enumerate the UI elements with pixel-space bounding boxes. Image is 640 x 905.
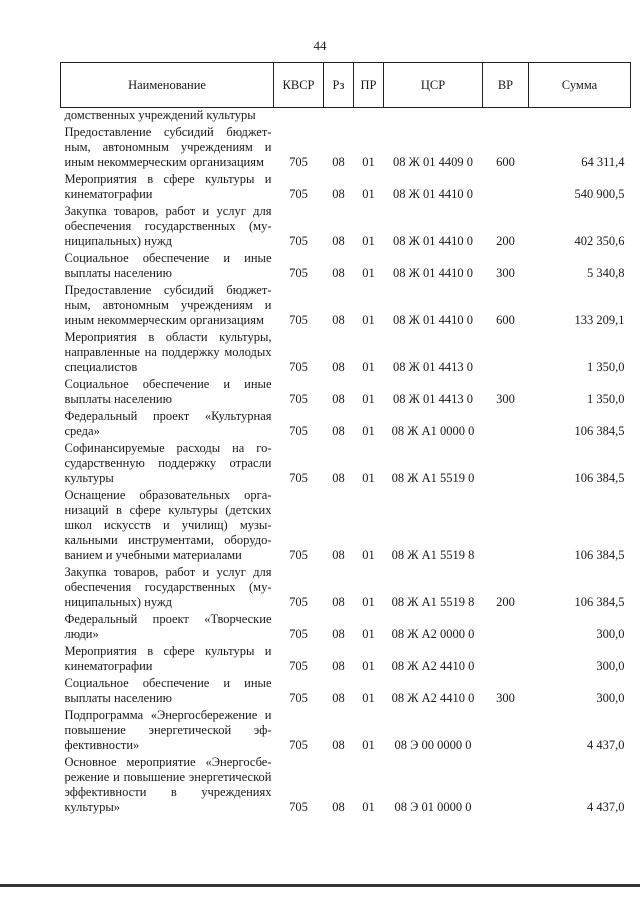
cell-kvsr: 705: [289, 800, 308, 814]
cell-kvsr: 705: [289, 392, 308, 406]
cell-sum: 5 340,8: [587, 266, 625, 280]
cell-pr: 01: [362, 548, 375, 562]
cell-sum: 1 350,0: [587, 392, 625, 406]
cell-name: Мероприятия в области культуры, направленные на поддержку молодых специалистов: [64, 330, 272, 374]
bottom-scan-edge: [0, 884, 640, 887]
cell-vr: 300: [496, 392, 515, 406]
table-row: [61, 706, 631, 753]
cell-rz: 08: [332, 800, 345, 814]
cell-kvsr: 705: [289, 659, 308, 673]
header-kvsr: КВСР: [274, 63, 324, 108]
cell-sum: 300,0: [596, 627, 625, 641]
cell-vr: [483, 486, 529, 563]
table-row: [61, 108, 631, 124]
cell-vr: [483, 753, 529, 815]
cell-sum: 4 437,0: [587, 800, 625, 814]
cell-rz: 08: [332, 738, 345, 752]
cell-sum: 106 384,5: [574, 595, 625, 609]
cell-pr: 01: [362, 595, 375, 609]
cell-kvsr: 705: [289, 155, 308, 169]
table-row: [61, 281, 631, 328]
cell-sum: 4 437,0: [587, 738, 625, 752]
cell-csr: 08 Э 00 0000 0: [394, 738, 472, 752]
cell-rz: 08: [332, 266, 345, 280]
cell-vr: [483, 328, 529, 375]
cell-csr: 08 Ж 01 4410 0: [393, 234, 473, 248]
cell-csr: 08 Ж А2 0000 0: [391, 627, 475, 641]
cell-pr: 01: [362, 800, 375, 814]
cell-csr: 08 Ж А1 5519 0: [391, 471, 475, 485]
cell-rz: 08: [332, 234, 345, 248]
cell-pr: 01: [362, 392, 375, 406]
header-csr: ЦСР: [384, 63, 483, 108]
cell-sum: 300,0: [596, 691, 625, 705]
cell-pr: 01: [362, 471, 375, 485]
cell-pr: 01: [362, 187, 375, 201]
cell-vr: 600: [496, 313, 515, 327]
cell-pr: 01: [362, 360, 375, 374]
table-row: [61, 249, 631, 281]
cell-rz: 08: [332, 187, 345, 201]
cell-csr: 08 Ж А2 4410 0: [391, 691, 475, 705]
cell-csr: 08 Ж А1 0000 0: [391, 424, 475, 438]
table-row: [61, 123, 631, 170]
cell-csr: 08 Ж А2 4410 0: [391, 659, 475, 673]
cell-pr: 01: [362, 659, 375, 673]
table-row: [61, 439, 631, 486]
header-pr: ПР: [354, 63, 384, 108]
cell-name: Федеральный проект «Культурная среда»: [64, 409, 272, 438]
cell-name: Социальное обеспечение и иные выплаты населению: [64, 377, 272, 406]
table-row: [61, 486, 631, 563]
table-header: [61, 63, 631, 108]
cell-sum: 402 350,6: [574, 234, 625, 248]
cell-vr: [483, 642, 529, 674]
cell-sum: 300,0: [596, 659, 625, 673]
cell-name: Закупка товаров, работ и услуг для обеспечения государственных (муниципальных) нужд: [64, 565, 272, 609]
cell-vr: 200: [496, 595, 515, 609]
header-rz: Рз: [324, 63, 354, 108]
cell-vr: 300: [496, 266, 515, 280]
cell-sum: 1 350,0: [587, 360, 625, 374]
cell-kvsr: 705: [289, 266, 308, 280]
cell-kvsr: 705: [289, 548, 308, 562]
cell-sum: 106 384,5: [574, 471, 625, 485]
cell-csr: 08 Э 01 0000 0: [394, 800, 472, 814]
cell-name: Предоставление субсидий бюджетным, автономным учреждениям и иным некоммерческим организациям: [64, 125, 272, 169]
cell-name: домственных учреждений культуры: [64, 108, 256, 122]
cell-kvsr: 705: [289, 424, 308, 438]
cell-name: Мероприятия в сфере культуры и кинематографии: [64, 644, 272, 673]
cell-pr: 01: [362, 155, 375, 169]
cell-rz: 08: [332, 627, 345, 641]
cell-kvsr: 705: [289, 471, 308, 485]
table-row: [61, 407, 631, 439]
cell-rz: 08: [332, 548, 345, 562]
cell-pr: 01: [362, 266, 375, 280]
cell-vr: 600: [496, 155, 515, 169]
cell-kvsr: 705: [289, 360, 308, 374]
cell-sum: 106 384,5: [574, 548, 625, 562]
cell-name: Закупка товаров, работ и услуг для обеспечения государственных (муниципальных) нужд: [64, 204, 272, 248]
cell-csr: 08 Ж 01 4413 0: [393, 360, 473, 374]
cell-csr: 08 Ж А1 5519 8: [391, 595, 475, 609]
cell-pr: 01: [362, 424, 375, 438]
header-name: Наименование: [61, 63, 274, 108]
cell-csr: 08 Ж 01 4413 0: [393, 392, 473, 406]
cell-vr: [483, 439, 529, 486]
cell-sum: 106 384,5: [574, 424, 625, 438]
cell-csr: 08 Ж 01 4410 0: [393, 313, 473, 327]
cell-pr: 01: [362, 234, 375, 248]
cell-pr: 01: [362, 691, 375, 705]
header-row: [61, 63, 631, 108]
cell-name: Подпрограмма «Энергосбережение и повышение энергетической эффективности»: [64, 708, 272, 752]
cell-pr: [354, 108, 384, 124]
cell-kvsr: 705: [289, 595, 308, 609]
cell-kvsr: [274, 108, 324, 124]
cell-rz: 08: [332, 313, 345, 327]
table-row: [61, 328, 631, 375]
header-sum: Сумма: [529, 63, 631, 108]
cell-vr: 300: [496, 691, 515, 705]
cell-rz: 08: [332, 424, 345, 438]
cell-vr: [483, 407, 529, 439]
cell-vr: [483, 170, 529, 202]
cell-pr: 01: [362, 627, 375, 641]
table-row: [61, 674, 631, 706]
table-row: [61, 610, 631, 642]
table-row: [61, 563, 631, 610]
cell-rz: 08: [332, 155, 345, 169]
budget-table: [60, 62, 631, 815]
cell-vr: [483, 706, 529, 753]
cell-rz: 08: [332, 471, 345, 485]
cell-rz: [324, 108, 354, 124]
table-body: [61, 108, 631, 816]
page-number: 44: [313, 38, 327, 53]
cell-rz: 08: [332, 595, 345, 609]
cell-vr: [483, 610, 529, 642]
cell-kvsr: 705: [289, 313, 308, 327]
cell-name: Мероприятия в сфере культуры и кинематографии: [64, 172, 272, 201]
cell-pr: 01: [362, 738, 375, 752]
cell-kvsr: 705: [289, 627, 308, 641]
cell-name: Софинансируемые расходы на государственную поддержку отрасли культуры: [64, 441, 272, 485]
cell-vr: 200: [496, 234, 515, 248]
cell-sum: 133 209,1: [574, 313, 625, 327]
cell-kvsr: 705: [289, 187, 308, 201]
cell-name: Федеральный проект «Творческие люди»: [64, 612, 272, 641]
cell-kvsr: 705: [289, 738, 308, 752]
cell-sum: [529, 108, 631, 124]
cell-kvsr: 705: [289, 234, 308, 248]
cell-name: Предоставление субсидий бюджетным, автономным учреждениям и иным некоммерческим организациям: [64, 283, 272, 327]
header-vr: ВР: [483, 63, 529, 108]
table-row: [61, 642, 631, 674]
cell-csr: 08 Ж 01 4410 0: [393, 187, 473, 201]
cell-name: Социальное обеспечение и иные выплаты населению: [64, 251, 272, 280]
table-row: [61, 753, 631, 815]
cell-sum: 540 900,5: [574, 187, 625, 201]
cell-name: Оснащение образовательных организаций в сфере культуры (детских школ искусств и училищ) музыкальными инструментами, оборудованием и учебными материалами: [64, 488, 272, 562]
cell-pr: 01: [362, 313, 375, 327]
cell-name: Социальное обеспечение и иные выплаты населению: [64, 676, 272, 705]
cell-csr: 08 Ж А1 5519 8: [391, 548, 475, 562]
table-row: [61, 170, 631, 202]
cell-csr: 08 Ж 01 4409 0: [393, 155, 473, 169]
cell-rz: 08: [332, 360, 345, 374]
cell-rz: 08: [332, 691, 345, 705]
table-row: [61, 375, 631, 407]
cell-sum: 64 311,4: [581, 155, 625, 169]
cell-rz: 08: [332, 659, 345, 673]
cell-rz: 08: [332, 392, 345, 406]
table-row: [61, 202, 631, 249]
cell-name: Основное мероприятие «Энергосбережение и повышение энергетической эффективности в учреждениях культуры»: [64, 755, 272, 814]
cell-vr: [483, 108, 529, 124]
cell-csr: 08 Ж 01 4410 0: [393, 266, 473, 280]
cell-csr: [384, 108, 483, 124]
cell-kvsr: 705: [289, 691, 308, 705]
